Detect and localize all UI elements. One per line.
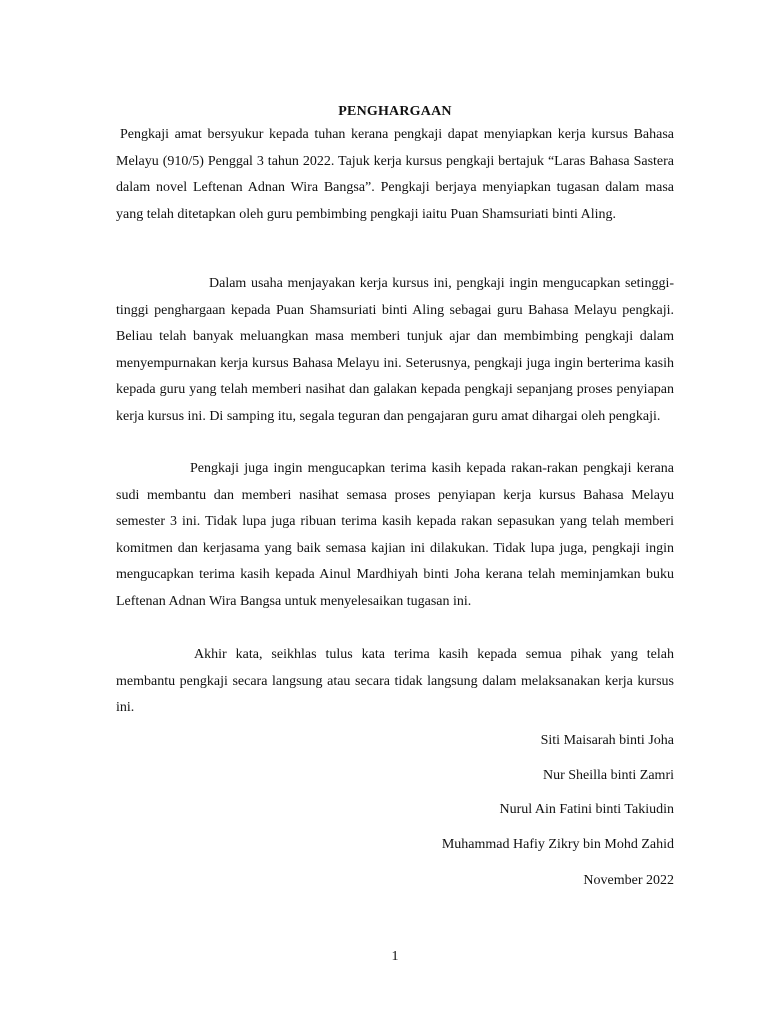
page-number: 1 [391,949,399,964]
signature-date: November 2022 [583,873,674,888]
signature-name-4: Muhammad Hafiy Zikry bin Mohd Zahid [441,837,674,852]
paragraph-4-text: Akhir kata, seikhlas tulus kata terima kasih kepada semua pihak yang telah membantu pengkaji secara langsung atau secara tidak langsung dalam melaksanakan kerja kursus ini. [116,647,674,715]
paragraph-2-text: Dalam usaha menjayakan kerja kursus ini, pengkaji ingin mengucapkan setinggi-tinggi penghargaan kepada Puan Shamsuriati binti Aling sebagai guru Bahasa Melayu pengkaji. Beliau telah banyak meluangkan masa memberi tunjuk ajar dan membimbing pengkaji dalam menyempurnakan kerja kursus Bahasa Melayu ini. Seterusnya, pengkaji juga ingin berterima kasih kepada guru yang telah memberi nasihat dan galakan kepada pengkaji sepanjang proses penyiapan kerja kursus ini. Di samping itu, segala teguran dan pengajaran guru amat dihargai oleh pengkaji. [116,276,674,424]
page-title: PENGHARGAAN [338,104,452,119]
paragraph-3 [116,456,674,615]
paragraph-1-text: Pengkaji amat bersyukur kepada tuhan kerana pengkaji dapat menyiapkan kerja kursus Bahasa Melayu (910/5) Penggal 3 tahun 2022. Tajuk kerja kursus pengkaji bertajuk “Laras Bahasa Sastera dalam novel Leftenan Adnan Wira Bangsa”. Pengkaji berjaya menyiapkan tugasan dalam masa yang telah ditetapkan oleh guru pembimbing pengkaji iaitu Puan Shamsuriati binti Aling. [116,127,674,222]
signature-name-2: Nur Sheilla binti Zamri [542,768,674,783]
paragraph-3-text: Pengkaji juga ingin mengucapkan terima kasih kepada rakan-rakan pengkaji kerana sudi membantu dan memberi nasihat semasa proses penyiapan kerja kursus Bahasa Melayu semester 3 ini. Tidak lupa juga ribuan terima kasih kepada rakan sepasukan yang telah memberi komitmen dan kerjasama yang baik semasa kajian ini dilakukan. Tidak lupa juga, pengkaji ingin mengucapkan terima kasih kepada Ainul Mardhiyah binti Joha kerana telah meminjamkan buku Leftenan Adnan Wira Bangsa untuk menyelesaikan tugasan ini. [116,461,674,609]
signature-name-3: Nurul Ain Fatini binti Takiudin [499,802,674,817]
paragraph-4 [116,642,674,722]
signature-name-1: Siti Maisarah binti Joha [540,733,674,748]
paragraph-2 [116,271,674,430]
paragraph-1 [116,122,674,228]
